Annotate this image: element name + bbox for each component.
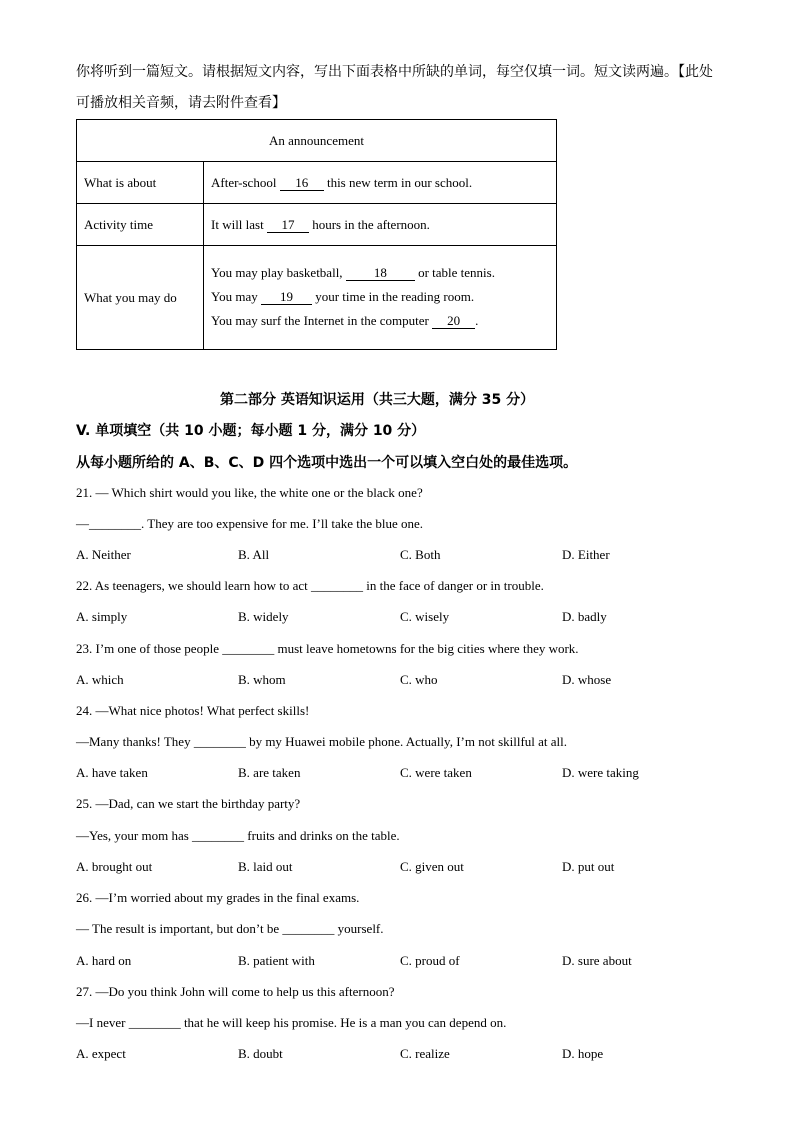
q24-option-a[interactable]: A. have taken	[76, 765, 148, 780]
row-label-time: Activity time	[77, 204, 204, 246]
q24-option-c[interactable]: C. were taken	[400, 765, 472, 780]
q26-option-b[interactable]: B. patient with	[238, 953, 315, 968]
question-25-stem: 25. —Dad, can we start the birthday party?	[76, 796, 301, 811]
q24-option-b[interactable]: B. are taken	[238, 765, 301, 780]
table-header: An announcement	[77, 120, 557, 162]
blank-20[interactable]: 20	[432, 314, 475, 329]
q27-option-c[interactable]: C. realize	[400, 1046, 450, 1061]
q21-option-d[interactable]: D. Either	[562, 547, 610, 562]
blank-18[interactable]: 18	[346, 266, 415, 281]
do-line-3: You may surf the Internet in the computer 20 .	[211, 313, 479, 328]
q23-option-c[interactable]: C. who	[400, 672, 438, 687]
q27-option-a[interactable]: A. expect	[76, 1046, 126, 1061]
q27-option-d[interactable]: D. hope	[562, 1046, 604, 1061]
row-label-about: What is about	[77, 162, 204, 204]
q22-option-a[interactable]: A. simply	[76, 609, 128, 624]
blank-17[interactable]: 17	[267, 218, 309, 233]
q25-option-a[interactable]: A. brought out	[76, 859, 153, 874]
question-27-reply: —I never ________ that he will keep his promise. He is a man you can depend on.	[76, 1015, 507, 1030]
question-27-stem: 27. —Do you think John will come to help us this afternoon?	[76, 984, 395, 999]
part2-title: 第二部分 英语知识运用（共三大题，满分 35 分）	[220, 392, 535, 408]
question-21-stem: 21. — Which shirt would you like, the white one or the black one?	[76, 485, 423, 500]
q27-option-b[interactable]: B. doubt	[238, 1046, 283, 1061]
blank-19[interactable]: 19	[261, 290, 312, 305]
question-24-stem: 24. —What nice photos! What perfect skills!	[76, 703, 310, 718]
question-24-reply: —Many thanks! They ________ by my Huawei mobile phone. Actually, I’m not skillful at all.	[76, 734, 568, 749]
row-content-do	[204, 246, 557, 350]
question-26-stem: 26. —I’m worried about my grades in the final exams.	[76, 890, 360, 905]
do-line-2: You may 19 your time in the reading room.	[211, 289, 475, 304]
intro-line-1: 你将听到一篇短文。请根据短文内容，写出下面表格中所缺的单词，每空仅填一词。短文读两遍。【此处	[76, 64, 713, 80]
q22-option-d[interactable]: D. badly	[562, 609, 607, 624]
q26-option-d[interactable]: D. sure about	[562, 953, 632, 968]
row-content-about: After-school 16 this new term in our school.	[204, 162, 557, 204]
question-22-stem: 22. As teenagers, we should learn how to act ________ in the face of danger or in trouble.	[76, 578, 544, 593]
q22-option-b[interactable]: B. widely	[238, 609, 289, 624]
q22-option-c[interactable]: C. wisely	[400, 609, 450, 624]
q26-option-c[interactable]: C. proud of	[400, 953, 460, 968]
do-line-1: You may play basketball, 18 or table tennis.	[211, 265, 495, 280]
intro-line-2: 可播放相关音频，请去附件查看】	[76, 95, 286, 111]
q25-option-d[interactable]: D. put out	[562, 859, 615, 874]
section5-instruction: 从每小题所给的 A、B、C、D 四个选项中选出一个可以填入空白处的最佳选项。	[76, 455, 578, 471]
blank-16[interactable]: 16	[280, 176, 324, 191]
q21-option-a[interactable]: A. Neither	[76, 547, 131, 562]
question-26-reply: — The result is important, but don’t be ________ yourself.	[76, 921, 384, 936]
section5-title: V. 单项填空（共 10 小题；每小题 1 分，满分 10 分）	[76, 423, 426, 439]
q25-option-c[interactable]: C. given out	[400, 859, 464, 874]
question-25-reply: —Yes, your mom has ________ fruits and drinks on the table.	[76, 828, 400, 843]
q23-option-d[interactable]: D. whose	[562, 672, 612, 687]
q25-option-b[interactable]: B. laid out	[238, 859, 293, 874]
question-23-stem: 23. I’m one of those people ________ must leave hometowns for the big cities where they work.	[76, 641, 579, 656]
q26-option-a[interactable]: A. hard on	[76, 953, 132, 968]
q23-option-b[interactable]: B. whom	[238, 672, 286, 687]
announcement-table	[76, 119, 557, 350]
question-21-reply: —________. They are too expensive for me. I’ll take the blue one.	[76, 516, 424, 531]
row-label-do: What you may do	[77, 246, 204, 350]
q24-option-d[interactable]: D. were taking	[562, 765, 639, 780]
row-content-time: It will last 17 hours in the afternoon.	[204, 204, 557, 246]
q21-option-c[interactable]: C. Both	[400, 547, 441, 562]
q21-option-b[interactable]: B. All	[238, 547, 270, 562]
q23-option-a[interactable]: A. which	[76, 672, 124, 687]
